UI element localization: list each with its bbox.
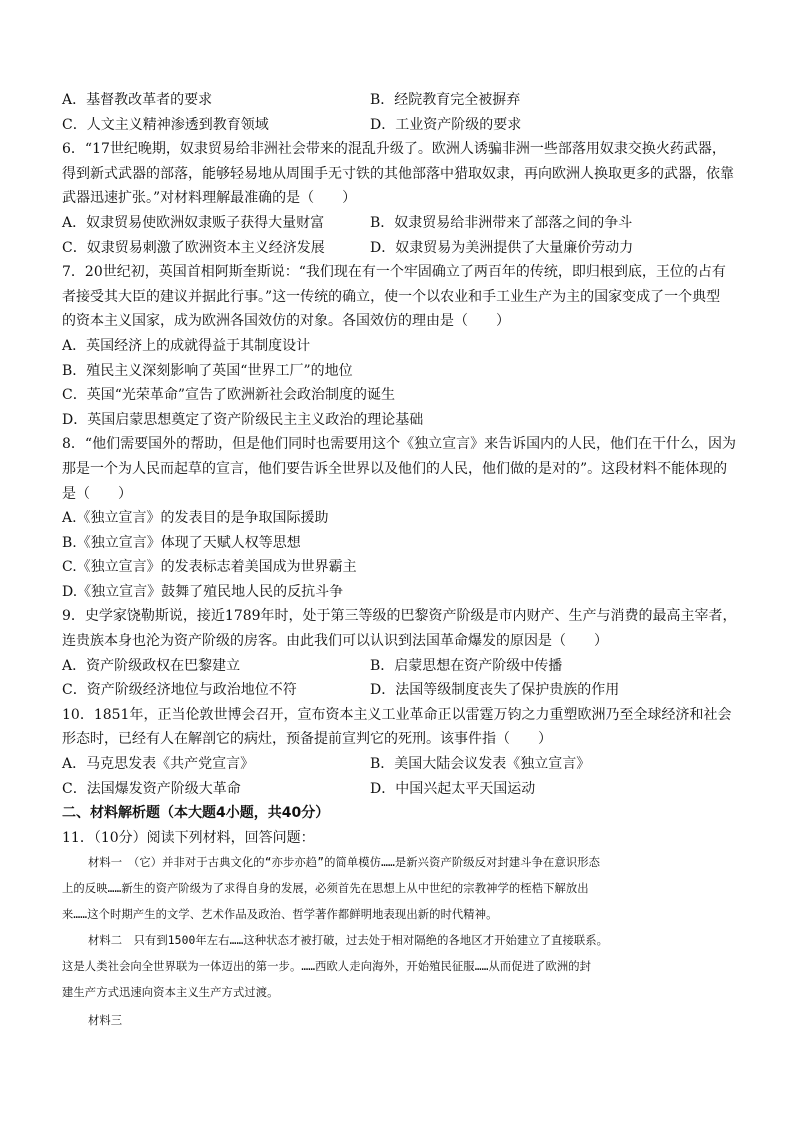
- q10-option-d[interactable]: D．中国兴起太平天国运动: [370, 780, 536, 797]
- q10-option-c[interactable]: C．法国爆发资产阶级大革命: [62, 780, 241, 797]
- q10-options-row-1: [62, 752, 742, 777]
- q6-options-row-2: [62, 236, 742, 261]
- q7-option-c[interactable]: C．英国“光荣革命”宣告了欧洲新社会政治制度的诞生: [62, 387, 396, 404]
- material1-line-2: 上的反映……新生的资产阶级为了求得自身的发展，必须首先在思想上从中世纪的宗教神学的桎梏下解放出: [62, 882, 589, 896]
- q9-option-c[interactable]: C．资产阶级经济地位与政治地位不符: [62, 682, 297, 699]
- q9-options-row-2: [62, 678, 742, 703]
- q8-stem-line-3: 是（ ）: [62, 485, 132, 502]
- q11-stem: 11．（10分）阅读下列材料，回答问题：: [62, 829, 315, 846]
- q5-options-row-1: [62, 88, 742, 113]
- q6-option-d[interactable]: D．奴隶贸易为美洲提供了大量廉价劳动力: [370, 239, 634, 256]
- q8-stem-line-1: 8．“他们需要国外的帮助，但是他们同时也需要用这个《独立宣言》来告诉国内的人民，他们在干什么，因为: [62, 436, 737, 453]
- q8-option-a[interactable]: A.《独立宣言》的发表目的是争取国际援助: [62, 510, 329, 527]
- q5-option-d[interactable]: D．工业资产阶级的要求: [370, 116, 522, 133]
- q10-stem-line-2: 形态时，已经有人在解剖它的病灶，预备提前宣判它的死刑。该事件指（ ）: [62, 731, 552, 748]
- q7-stem-line-3: 的资本主义国家，成为欧洲各国效仿的对象。各国效仿的理由是（ ）: [62, 313, 510, 330]
- q5-option-b[interactable]: B．经院教育完全被摒弃: [370, 92, 521, 108]
- q9-option-b[interactable]: B．启蒙思想在资产阶级中传播: [370, 657, 563, 674]
- q6-option-b[interactable]: B．奴隶贸易给非洲带来了部落之间的争斗: [370, 214, 633, 231]
- q9-stem-line-2: 连贵族本身也沦为资产阶级的房客。由此我们可以认识到法国革命爆发的原因是（ ）: [62, 633, 608, 650]
- q9-option-d[interactable]: D．法国等级制度丧失了保护贵族的作用: [370, 682, 620, 699]
- q11-materials: [62, 850, 742, 1034]
- q8-option-d[interactable]: D.《独立宣言》鼓舞了殖民地人民的反抗斗争: [62, 583, 344, 600]
- q7-option-a[interactable]: A．英国经济上的成就得益于其制度设计: [62, 337, 311, 354]
- material2-line-2: 这是人类社会向全世界联为一体迈出的第一步。……西欧人走向海外，开始殖民征服……从而促进了欧洲的封: [62, 960, 592, 974]
- q8-option-c[interactable]: C.《独立宣言》的发表标志着美国成为世界霸主: [62, 559, 357, 576]
- material1-line-3: 来……这个时期产生的文学、艺术作品及政治、哲学著作都鲜明地表现出新的时代精神。: [62, 908, 498, 922]
- q6-option-c[interactable]: C．奴隶贸易刺激了欧洲资本主义经济发展: [62, 239, 325, 256]
- q9-stem-line-1: 9．史学家饶勒斯说，接近1789年时，处于第三等级的巴黎资产阶级是市内财产、生产与消费的最高主宰者，: [62, 608, 737, 625]
- material2-line-3: 建生产方式迅速向资本主义生产方式过渡。: [62, 986, 279, 1000]
- q7-stem-line-2: 者接受其大臣的建议并据此行事。”这一传统的确立，使一个以农业和手工业生产为主的国家变成了一个典型: [62, 288, 721, 305]
- q5-option-c[interactable]: C．人文主义精神渗透到教育领域: [62, 116, 269, 133]
- q7-option-b[interactable]: B．殖民主义深刻影响了英国“世界工厂”的地位: [62, 362, 353, 379]
- q5-options-row-2: [62, 113, 742, 138]
- q10-options-row-2: [62, 777, 742, 802]
- material1-line-1: 材料一 （它）并非对于古典文化的“亦步亦趋”的简单模仿……是新兴资产阶级反对封建斗争在意识形态: [88, 856, 601, 870]
- q9-option-a[interactable]: A．资产阶级政权在巴黎建立: [62, 657, 241, 674]
- exam-page: [62, 88, 742, 1034]
- q7-option-d[interactable]: D．英国启蒙思想奠定了资产阶级民主主义政治的理论基础: [62, 411, 424, 428]
- section-heading: 二、材料解析题（本大题4小题，共40分）: [62, 805, 330, 822]
- q8-stem-line-2: 那是一个为人民而起草的宣言，他们要告诉全世界以及他们的人民，他们做的是对的”。这段材料不能体现的: [62, 460, 728, 477]
- q10-option-a[interactable]: A．马克思发表《共产党宣言》: [62, 756, 255, 773]
- q10-option-b[interactable]: B．美国大陆会议发表《独立宣言》: [370, 756, 591, 773]
- q9-options-row-1: [62, 654, 742, 679]
- material3-label: 材料三: [88, 1014, 123, 1028]
- q6-stem-line-3: 武器迅速扩张。”对材料理解最准确的是（ ）: [62, 190, 357, 207]
- q6-stem-line-2: 得到新式武器的部落，能够轻易地从周围手无寸铁的其他部落中猎取奴隶，再向欧洲人换取更多的武器，依靠: [62, 165, 734, 182]
- q10-stem-line-1: 10．1851年，正当伦敦世博会召开，宣布资本主义工业革命正以雷霆万钧之力重塑欧洲乃至全球经济和社会: [62, 706, 732, 723]
- q6-option-a[interactable]: A．奴隶贸易使欧洲奴隶贩子获得大量财富: [62, 214, 325, 231]
- q6-options-row-1: [62, 211, 742, 236]
- q7-stem-line-1: 7．20世纪初，英国首相阿斯奎斯说：“我们现在有一个牢固确立了两百年的传统，即归根到底，王位的占有: [62, 264, 726, 281]
- q5-option-a[interactable]: A．基督教改革者的要求: [62, 92, 213, 108]
- q8-option-b[interactable]: B.《独立宣言》体现了天赋人权等思想: [62, 534, 301, 551]
- material2-line-1: 材料二 只有到1500年左右……这种状态才被打破，过去处于相对隔绝的各地区才开始建立了直接联系。: [88, 934, 609, 948]
- q6-stem-line-1: 6．“17世纪晚期，奴隶贸易给非洲社会带来的混乱升级了。欧洲人诱骗非洲一些部落用奴隶交换火药武器，: [62, 141, 726, 158]
